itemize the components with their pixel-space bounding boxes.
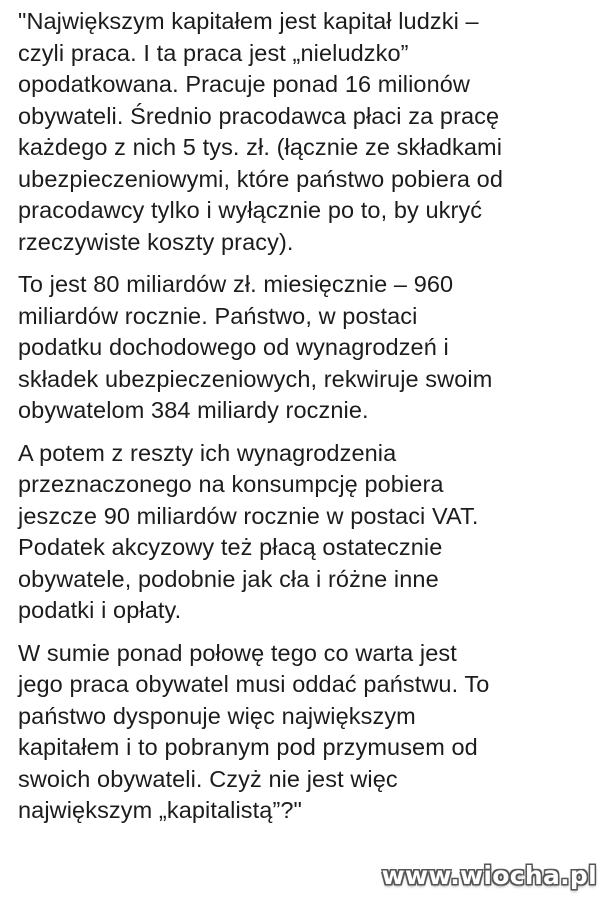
text-line: miliardów rocznie. Państwo, w postaci [18,302,418,329]
text-line: największym „kapitalistą”?" [18,797,302,823]
text-line: rzeczywiste koszty pracy). [18,228,294,255]
text-line: każdego z nich 5 tys. zł. (łącznie ze składkami [18,134,503,160]
text-line: państwo dysponuje więc największym [18,702,416,729]
text-line: jego praca obywatel musi oddać państwu. To [18,671,490,697]
text-line: Podatek akcyzowy też płacą ostatecznie [18,534,443,560]
text-line: A potem z reszty ich wynagrodzenia [18,439,397,466]
text-line: To jest 80 miliardów zł. miesięcznie – 960 [18,271,454,297]
text-line: kapitałem i to pobranym pod przymusem od [18,734,478,760]
text-line: pracodawcy tylko i wyłącznie po to, by ukryć [18,197,483,223]
paragraph-3 [18,438,598,627]
text-line: swoich obywateli. Czyż nie jest więc [18,765,398,792]
site-watermark: www.wiocha.pl [381,861,597,890]
text-line: obywatelom 384 miliardy rocznie. [18,397,369,423]
paragraph-2 [18,269,598,427]
text-line: "Największym kapitałem jest kapitał ludzki – [18,8,479,34]
text-line: podatku dochodowego od wynagrodzeń i [18,334,449,360]
text-line: podatki i opłaty. [18,597,182,623]
text-line: składek ubezpieczeniowych, rekwiruje swoim [18,365,493,392]
text-line: W sumie ponad połowę tego co warta jest [18,639,457,666]
text-line: czyli praca. I ta praca jest „nieludzko” [18,39,409,66]
text-line: jeszcze 90 miliardów rocznie w postaci VAT. [18,502,479,529]
text-line: opodatkowana. Pracuje ponad 16 milionów [18,71,471,97]
text-line: obywatele, podobnie jak cła i różne inne [18,565,439,592]
paragraph-4 [18,638,598,827]
paragraph-1 [18,6,598,258]
text-line: przeznaczonego na konsumpcję pobiera [18,471,444,497]
post-text [18,6,598,838]
text-line: ubezpieczeniowymi, które państwo pobiera od [18,165,504,192]
text-line: obywateli. Średnio pracodawca płaci za pracę [18,102,500,129]
